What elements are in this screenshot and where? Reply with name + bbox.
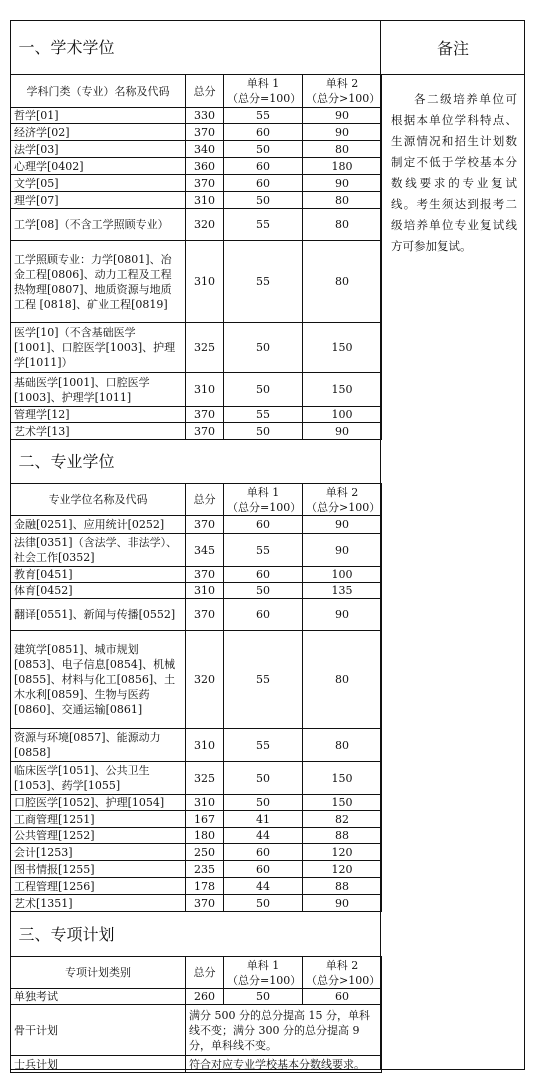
- table-row: [11, 729, 382, 762]
- row-value: 80: [303, 209, 382, 241]
- row-value: 360: [186, 158, 224, 175]
- table-row: [11, 844, 382, 861]
- row-label: 图书情报[1255]: [11, 861, 186, 878]
- row-value: 120: [303, 861, 382, 878]
- row-value: 90: [303, 175, 382, 192]
- header-row: [11, 75, 382, 108]
- row-value: 50: [224, 583, 303, 599]
- row-value: 100: [303, 567, 382, 583]
- row-label: 教育[0451]: [11, 567, 186, 583]
- row-value: 60: [224, 567, 303, 583]
- row-value: 55: [224, 631, 303, 729]
- row-label: 心理学[0402]: [11, 158, 186, 175]
- row-label: 工程管理[1256]: [11, 878, 186, 895]
- row-label: 单独考试: [11, 989, 186, 1005]
- row-label: 工学[08]（不含工学照顾专业）: [11, 209, 186, 241]
- table-row: [11, 209, 382, 241]
- header-cell: 单科 1 （总分=100）: [224, 484, 303, 516]
- table-row: [11, 1056, 382, 1073]
- row-label: 公共管理[1252]: [11, 828, 186, 844]
- row-note: 符合对应专业学校基本分数线要求。: [186, 1056, 382, 1073]
- header-cell: 学科门类（专业）名称及代码: [11, 75, 186, 108]
- row-value: 370: [186, 407, 224, 423]
- row-value: 55: [224, 534, 303, 567]
- header-cell: 专业学位名称及代码: [11, 484, 186, 516]
- table-row: [11, 534, 382, 567]
- row-value: 44: [224, 828, 303, 844]
- row-value: 330: [186, 108, 224, 124]
- table-row: [11, 861, 382, 878]
- row-label: 资源与环境[0857]、能源动力[0858]: [11, 729, 186, 762]
- row-value: 55: [224, 241, 303, 323]
- header-cell: 单科 1 （总分=100）: [224, 75, 303, 108]
- header-cell: 单科 1 （总分=100）: [224, 957, 303, 989]
- row-label: 医学[10]（不含基础医学[1001]、口腔医学[1003]、护理学[1011]）: [11, 323, 186, 373]
- row-value: 320: [186, 631, 224, 729]
- row-value: 370: [186, 516, 224, 534]
- row-label: 理学[07]: [11, 192, 186, 209]
- table-row: [11, 373, 382, 407]
- table-row: [11, 599, 382, 631]
- row-value: 150: [303, 323, 382, 373]
- section-title: 三、专项计划: [11, 912, 382, 957]
- row-value: 370: [186, 599, 224, 631]
- row-label: 基础医学[1001]、口腔医学[1003]、护理学[1011]: [11, 373, 186, 407]
- row-label: 经济学[02]: [11, 124, 186, 141]
- table-row: [11, 175, 382, 192]
- table-row: [11, 895, 382, 912]
- section-row: [11, 21, 382, 75]
- row-label: 口腔医学[1052]、护理[1054]: [11, 795, 186, 811]
- table-row: [11, 795, 382, 811]
- row-value: 50: [224, 323, 303, 373]
- row-value: 90: [303, 534, 382, 567]
- row-value: 150: [303, 373, 382, 407]
- section-row: [11, 440, 382, 484]
- row-value: 100: [303, 407, 382, 423]
- row-value: 310: [186, 241, 224, 323]
- row-value: 55: [224, 209, 303, 241]
- row-value: 50: [224, 192, 303, 209]
- row-label: 体育[0452]: [11, 583, 186, 599]
- row-value: 370: [186, 895, 224, 912]
- row-label: 艺术[1351]: [11, 895, 186, 912]
- row-label: 金融[0251]、应用统计[0252]: [11, 516, 186, 534]
- remarks-title: 备注: [381, 20, 525, 75]
- row-label: 翻译[0551]、新闻与传播[0552]: [11, 599, 186, 631]
- table-row: [11, 192, 382, 209]
- row-value: 60: [224, 844, 303, 861]
- row-value: 235: [186, 861, 224, 878]
- row-value: 178: [186, 878, 224, 895]
- row-value: 310: [186, 192, 224, 209]
- row-value: 370: [186, 124, 224, 141]
- row-value: 60: [224, 158, 303, 175]
- row-value: 82: [303, 811, 382, 828]
- table-row: [11, 108, 382, 124]
- row-label: 骨干计划: [11, 1005, 186, 1056]
- table-row: [11, 141, 382, 158]
- row-value: 41: [224, 811, 303, 828]
- row-label: 士兵计划: [11, 1056, 186, 1073]
- table-row: [11, 1005, 382, 1056]
- row-value: 50: [224, 762, 303, 795]
- header-cell: 专项计划类别: [11, 957, 186, 989]
- row-label: 工学照顾专业：力学[0801]、冶金工程[0806]、动力工程及工程热物理[0807]、地质资源与地质工程 [0818]、矿业工程[0819]: [11, 241, 186, 323]
- table-row: [11, 423, 382, 440]
- row-label: 艺术学[13]: [11, 423, 186, 440]
- row-label: 文学[05]: [11, 175, 186, 192]
- row-value: 135: [303, 583, 382, 599]
- row-value: 50: [224, 141, 303, 158]
- row-value: 60: [224, 516, 303, 534]
- row-label: 哲学[01]: [11, 108, 186, 124]
- row-value: 250: [186, 844, 224, 861]
- row-value: 150: [303, 762, 382, 795]
- table-row: [11, 583, 382, 599]
- row-value: 60: [224, 599, 303, 631]
- row-value: 60: [303, 989, 382, 1005]
- row-value: 90: [303, 423, 382, 440]
- row-value: 80: [303, 729, 382, 762]
- row-label: 法律[0351]（含法学、非法学）、社会工作[0352]: [11, 534, 186, 567]
- row-value: 120: [303, 844, 382, 861]
- row-label: 法学[03]: [11, 141, 186, 158]
- header-cell: 单科 2 （总分>100）: [303, 75, 382, 108]
- row-value: 50: [224, 373, 303, 407]
- row-value: 320: [186, 209, 224, 241]
- row-value: 325: [186, 762, 224, 795]
- table-row: [11, 878, 382, 895]
- row-note: 满分 500 分的总分提高 15 分，单科线不变；满分 300 分的总分提高 9 分，单科线不变。: [186, 1005, 382, 1056]
- row-value: 345: [186, 534, 224, 567]
- table-row: [11, 631, 382, 729]
- row-value: 90: [303, 124, 382, 141]
- row-label: 会计[1253]: [11, 844, 186, 861]
- row-value: 310: [186, 373, 224, 407]
- row-value: 167: [186, 811, 224, 828]
- row-value: 55: [224, 407, 303, 423]
- header-row: [11, 957, 382, 989]
- row-value: 150: [303, 795, 382, 811]
- row-value: 88: [303, 878, 382, 895]
- row-value: 55: [224, 729, 303, 762]
- row-value: 55: [224, 108, 303, 124]
- row-value: 60: [224, 124, 303, 141]
- row-value: 50: [224, 423, 303, 440]
- row-label: 管理学[12]: [11, 407, 186, 423]
- header-cell: 总分: [186, 75, 224, 108]
- row-value: 90: [303, 895, 382, 912]
- table-row: [11, 811, 382, 828]
- row-value: 370: [186, 175, 224, 192]
- row-value: 80: [303, 631, 382, 729]
- row-value: 180: [303, 158, 382, 175]
- section-row: [11, 912, 382, 957]
- row-value: 90: [303, 516, 382, 534]
- row-value: 310: [186, 729, 224, 762]
- row-value: 310: [186, 583, 224, 599]
- row-value: 80: [303, 141, 382, 158]
- row-value: 260: [186, 989, 224, 1005]
- row-value: 88: [303, 828, 382, 844]
- row-value: 44: [224, 878, 303, 895]
- row-value: 80: [303, 241, 382, 323]
- table-row: [11, 516, 382, 534]
- table-row: [11, 828, 382, 844]
- table-row: [11, 567, 382, 583]
- row-value: 325: [186, 323, 224, 373]
- row-value: 370: [186, 567, 224, 583]
- table-row: [11, 241, 382, 323]
- row-value: 50: [224, 895, 303, 912]
- table-row: [11, 323, 382, 373]
- row-value: 50: [224, 989, 303, 1005]
- header-cell: 总分: [186, 957, 224, 989]
- row-label: 建筑学[0851]、城市规划[0853]、电子信息[0854]、机械[0855]、材料与化工[0856]、土木水利[0859]、生物与医药[0860]、交通运输[0861]: [11, 631, 186, 729]
- row-value: 370: [186, 423, 224, 440]
- row-value: 60: [224, 861, 303, 878]
- remarks-text: 各二级培养单位可根据本单位学科特点、生源情况和招生计划数制定不低于学校基本分数线要求的专业复试线。考生须达到报考二级培养单位专业复试线方可参加复试。: [391, 92, 517, 253]
- table-row: [11, 158, 382, 175]
- row-value: 180: [186, 828, 224, 844]
- table-row: [11, 407, 382, 423]
- row-value: 60: [224, 175, 303, 192]
- table-row: [11, 762, 382, 795]
- row-value: 310: [186, 795, 224, 811]
- row-value: 80: [303, 192, 382, 209]
- table-row: [11, 989, 382, 1005]
- score-table: [10, 20, 382, 1073]
- header-cell: 单科 2 （总分>100）: [303, 957, 382, 989]
- table-row: [11, 124, 382, 141]
- row-value: 90: [303, 108, 382, 124]
- header-cell: 单科 2 （总分>100）: [303, 484, 382, 516]
- row-value: 50: [224, 795, 303, 811]
- row-value: 340: [186, 141, 224, 158]
- header-cell: 总分: [186, 484, 224, 516]
- remarks-column: [380, 20, 525, 1070]
- section-title: 一、学术学位: [11, 21, 382, 75]
- row-label: 工商管理[1251]: [11, 811, 186, 828]
- section-title: 二、专业学位: [11, 440, 382, 484]
- row-label: 临床医学[1051]、公共卫生[1053]、药学[1055]: [11, 762, 186, 795]
- row-value: 90: [303, 599, 382, 631]
- header-row: [11, 484, 382, 516]
